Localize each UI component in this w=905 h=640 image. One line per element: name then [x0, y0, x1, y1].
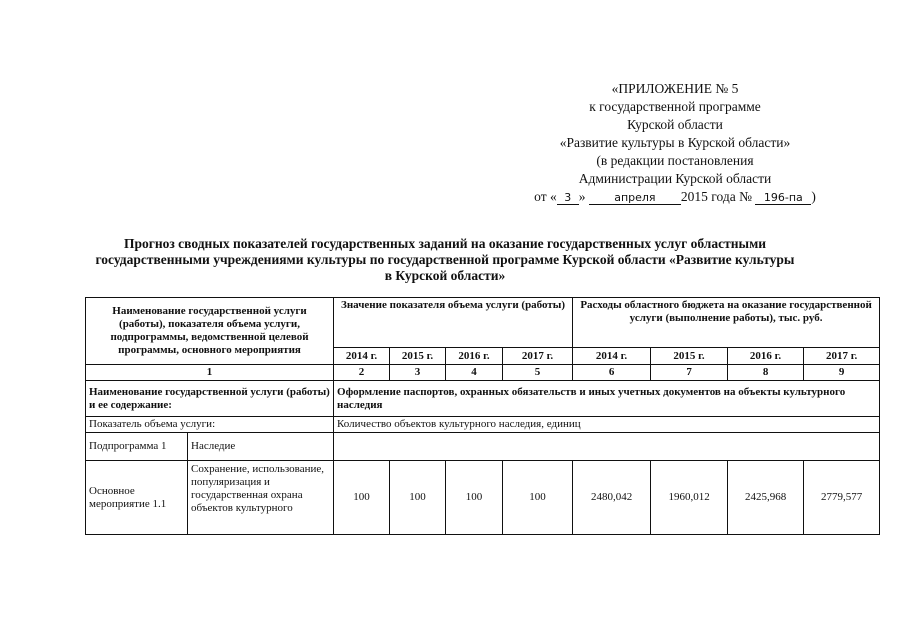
column-number: 6 — [573, 365, 651, 381]
column-number: 5 — [503, 365, 573, 381]
appendix-date-line — [520, 188, 830, 206]
column-number: 7 — [651, 365, 728, 381]
volume-value: 100 — [446, 461, 503, 535]
column-number: 9 — [804, 365, 880, 381]
year-header: 2015 г. — [390, 348, 446, 365]
expense-value: 1960,012 — [651, 461, 728, 535]
year-header: 2017 г. — [503, 348, 573, 365]
appendix-program-name: «Развитие культуры в Курской области» — [559, 135, 791, 150]
appendix-subtitle-2: Курской области — [627, 117, 723, 132]
year-header: 2016 г. — [728, 348, 804, 365]
year-header: 2016 г. — [446, 348, 503, 365]
subprogram-name: Наследие — [188, 433, 334, 461]
volume-value: 100 — [503, 461, 573, 535]
appendix-administration: Администрации Курской области — [578, 171, 772, 186]
volume-value: 100 — [334, 461, 390, 535]
expense-value: 2425,968 — [728, 461, 804, 535]
decree-number: 196-па — [755, 192, 811, 205]
column-number: 2 — [334, 365, 390, 381]
year-header: 2014 г. — [334, 348, 390, 365]
subprogram-empty — [334, 433, 880, 461]
date-separator: » — [578, 189, 586, 204]
header-volume: Значение показателя объема услуги (работы) — [334, 298, 573, 348]
date-day: 3 — [557, 192, 579, 205]
appendix-header — [520, 80, 830, 206]
date-year: 2015 года № — [680, 189, 752, 204]
year-header: 2014 г. — [573, 348, 651, 365]
measure-label: Основное мероприятие 1.1 — [86, 461, 188, 535]
volume-value: 100 — [390, 461, 446, 535]
header-expenses: Расходы областного бюджета на оказание государственной услуги (выполнение работы), тыс. руб. — [573, 298, 880, 348]
expense-value: 2779,577 — [804, 461, 880, 535]
forecast-table — [85, 297, 880, 535]
date-suffix: ) — [811, 189, 816, 204]
appendix-title: «ПРИЛОЖЕНИЕ № 5 — [611, 81, 739, 96]
appendix-subtitle-1: к государственной программе — [589, 99, 761, 114]
column-number: 3 — [390, 365, 446, 381]
measure-name: Сохранение, использование, популяризация и государственная охрана объектов культурного — [188, 461, 334, 535]
indicator-label: Показатель объема услуги: — [86, 417, 334, 433]
indicator-value: Количество объектов культурного наследия, единиц — [334, 417, 880, 433]
date-month: апреля — [589, 192, 681, 205]
service-value: Оформление паспортов, охранных обязательств и иных учетных документов на объекты культурного наследия — [334, 381, 880, 417]
column-number: 1 — [86, 365, 334, 381]
column-number: 8 — [728, 365, 804, 381]
appendix-edition: (в редакции постановления — [596, 153, 754, 168]
subprogram-label: Подпрограмма 1 — [86, 433, 188, 461]
header-service-name: Наименование государственной услуги (работы), показателя объема услуги, подпрограммы, ведомственной целевой программы, основного мероприятия — [86, 298, 334, 365]
year-header: 2015 г. — [651, 348, 728, 365]
service-label: Наименование государственной услуги (работы) и ее содержание: — [86, 381, 334, 417]
expense-value: 2480,042 — [573, 461, 651, 535]
column-number: 4 — [446, 365, 503, 381]
year-header: 2017 г. — [804, 348, 880, 365]
date-prefix: от « — [534, 189, 557, 204]
document-title: Прогноз сводных показателей государственных заданий на оказание государственных услуг областными государственными учреждениями культуры по государственной программе Курской области «Развитие культуры в Курской области» — [95, 236, 795, 283]
